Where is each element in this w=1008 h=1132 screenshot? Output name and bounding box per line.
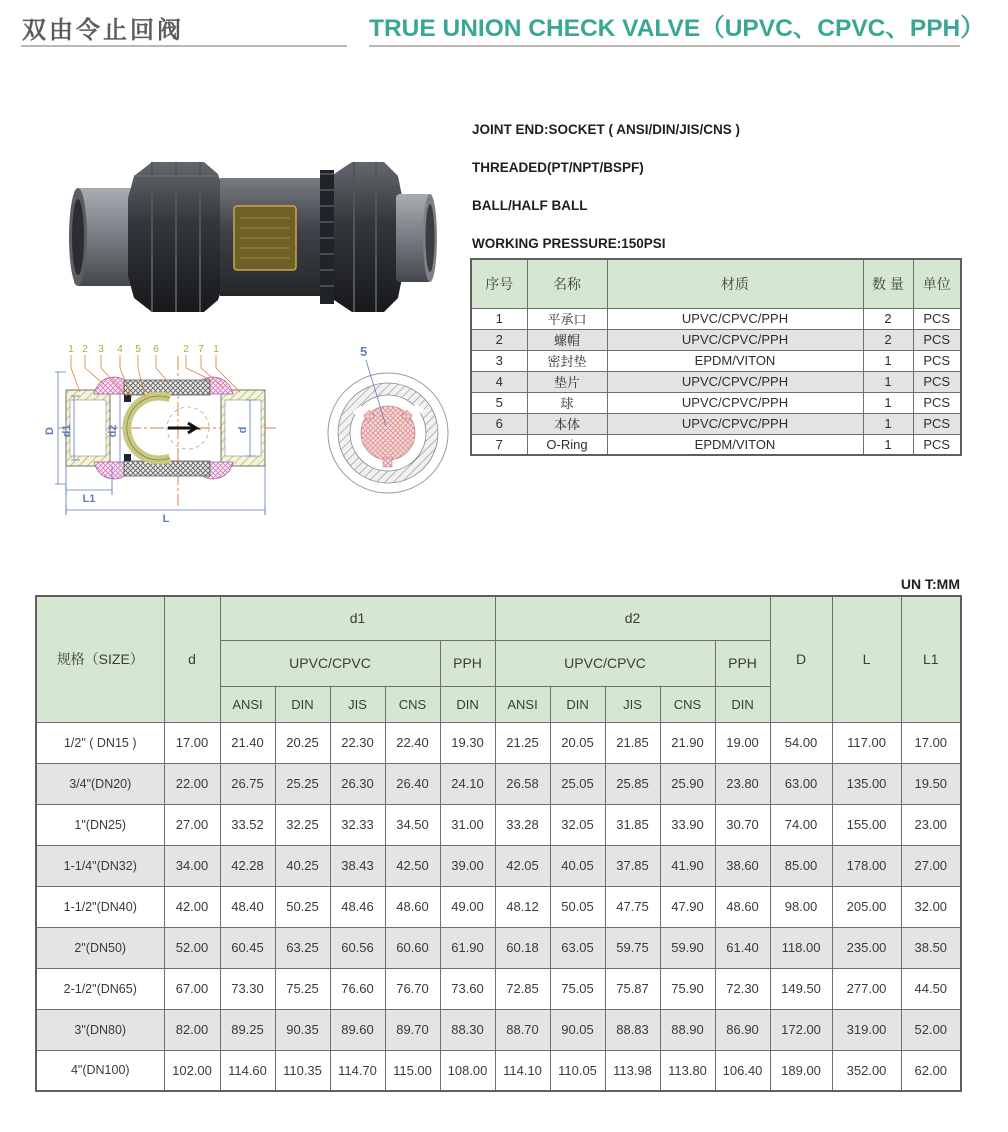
cell: 26.58 [495,763,550,804]
svg-text:4: 4 [117,344,123,355]
header-rule-right [369,45,960,47]
spec-working-pressure: WORKING PRESSURE:150PSI [472,236,666,251]
valve-body [220,178,326,296]
cell: 73.30 [220,968,275,1009]
cell: 1 [863,392,913,413]
cell: O-Ring [527,434,607,455]
cell: 34.50 [385,804,440,845]
table-row [36,968,961,1009]
svg-text:1: 1 [213,344,219,355]
cell: 25.90 [660,763,715,804]
cell: 31.85 [605,804,660,845]
cell: 44.50 [901,968,961,1009]
cell: 23.00 [901,804,961,845]
col-header-material: 材质 [607,259,863,308]
cell: 89.25 [220,1009,275,1050]
cell: 2 [863,329,913,350]
table-row [36,845,961,886]
col-header-unit: 单位 [913,259,961,308]
cell: 26.75 [220,763,275,804]
cell: 33.52 [220,804,275,845]
cell: 3"(DN80) [36,1009,164,1050]
cell: 63.05 [550,927,605,968]
cell: 25.05 [550,763,605,804]
cell: 26.40 [385,763,440,804]
cell: 21.85 [605,722,660,763]
cell: UPVC/CPVC/PPH [607,413,863,434]
cell: 3 [471,350,527,371]
svg-text:d: d [237,426,249,434]
cell: 32.25 [275,804,330,845]
cell: 2 [471,329,527,350]
cell: 34.00 [164,845,220,886]
cell: 39.00 [440,845,495,886]
spec-threaded: THREADED(PT/NPT/BSPF) [472,160,644,175]
cell: 178.00 [832,845,901,886]
dim-header-row-1 [36,596,961,640]
table-row [36,886,961,927]
cell: 319.00 [832,1009,901,1050]
cell: 89.60 [330,1009,385,1050]
table-row [471,329,961,350]
cell: 27.00 [901,845,961,886]
cell: 螺帽 [527,329,607,350]
table-row [471,413,961,434]
cell: 1 [863,434,913,455]
svg-text:L: L [162,513,170,525]
page-title-english: TRUE UNION CHECK VALVE（UPVC、CPVC、PPH） [369,15,985,42]
col-header-size: 规格（SIZE） [36,596,164,722]
cell: 54.00 [770,722,832,763]
col-header-din-pph-1: DIN [440,686,495,722]
cell: 60.45 [220,927,275,968]
svg-text:2: 2 [82,344,88,355]
spec-joint-end: JOINT END:SOCKET ( ANSI/DIN/JIS/CNS ) [472,122,741,137]
cell: 1-1/4"(DN32) [36,845,164,886]
valve-right-socket [396,194,437,282]
col-header-ansi-1: ANSI [220,686,275,722]
cell: 47.90 [660,886,715,927]
cell: 86.90 [715,1009,770,1050]
cell: 63.00 [770,763,832,804]
cell: 48.60 [715,886,770,927]
cell: 1 [863,413,913,434]
cell: PCS [913,329,961,350]
col-header-d: d [164,596,220,722]
cell: 24.10 [440,763,495,804]
valve-right-union-nut [320,162,402,312]
cell: 17.00 [901,722,961,763]
cell: 40.25 [275,845,330,886]
header-rule-left [21,45,347,47]
cell: 2"(DN50) [36,927,164,968]
cell: 72.30 [715,968,770,1009]
cell: 40.05 [550,845,605,886]
cell: 21.40 [220,722,275,763]
cell: 88.70 [495,1009,550,1050]
cell: PCS [913,308,961,329]
table-row [471,350,961,371]
svg-text:L1: L1 [82,493,96,505]
cell: 32.33 [330,804,385,845]
cell: 48.60 [385,886,440,927]
cell: 1-1/2"(DN40) [36,886,164,927]
cell: 3/4"(DN20) [36,763,164,804]
table-row [471,308,961,329]
cell: 22.00 [164,763,220,804]
svg-text:6: 6 [153,344,159,355]
cell: UPVC/CPVC/PPH [607,392,863,413]
cell: 38.50 [901,927,961,968]
svg-text:1: 1 [68,344,74,355]
cell: EPDM/VITON [607,350,863,371]
cell: PCS [913,413,961,434]
part-callouts [68,344,219,355]
table-row [471,434,961,455]
product-photo [52,118,444,353]
table-row [36,722,961,763]
cell: 42.00 [164,886,220,927]
valve-left-union-nut [128,162,224,312]
cell: 108.00 [440,1050,495,1091]
cell: 117.00 [832,722,901,763]
cell: UPVC/CPVC/PPH [607,371,863,392]
cell: 本体 [527,413,607,434]
cell: 30.70 [715,804,770,845]
svg-text:3: 3 [98,344,104,355]
svg-text:5: 5 [135,344,141,355]
table-row [471,371,961,392]
cell: 32.05 [550,804,605,845]
col-header-pph-d2: PPH [715,640,770,686]
cell: 4"(DN100) [36,1050,164,1091]
cell: 平承口 [527,308,607,329]
cell: 1 [863,371,913,392]
cell: PCS [913,434,961,455]
col-header-din-pph-2: DIN [715,686,770,722]
svg-text:7: 7 [198,344,204,355]
section-view [44,344,276,525]
cell: 106.40 [715,1050,770,1091]
cell: 114.60 [220,1050,275,1091]
cell: 149.50 [770,968,832,1009]
col-header-upvc-cpvc-d2: UPVC/CPVC [495,640,715,686]
cell: 6 [471,413,527,434]
col-header-cns-1: CNS [385,686,440,722]
cell: 7 [471,434,527,455]
cell: 38.43 [330,845,385,886]
col-header-jis-2: JIS [605,686,660,722]
seal-top [124,395,131,402]
col-header-upvc-cpvc-d1: UPVC/CPVC [220,640,440,686]
cell: 32.00 [901,886,961,927]
cell: 20.25 [275,722,330,763]
cell: 75.25 [275,968,330,1009]
cell: 33.90 [660,804,715,845]
cell: 76.70 [385,968,440,1009]
cell: 135.00 [832,763,901,804]
cell: 88.90 [660,1009,715,1050]
table-row [36,804,961,845]
cell: 1"(DN25) [36,804,164,845]
cell: 277.00 [832,968,901,1009]
cell: 60.60 [385,927,440,968]
cell: 37.85 [605,845,660,886]
cell: 73.60 [440,968,495,1009]
cell: 113.80 [660,1050,715,1091]
cell: 47.75 [605,886,660,927]
cell: 48.12 [495,886,550,927]
cell: UPVC/CPVC/PPH [607,308,863,329]
cell: 75.87 [605,968,660,1009]
cell: 113.98 [605,1050,660,1091]
col-header-D: D [770,596,832,722]
cell: 62.00 [901,1050,961,1091]
col-header-L1: L1 [901,596,961,722]
cell: 25.85 [605,763,660,804]
cell: 352.00 [832,1050,901,1091]
col-header-din-1: DIN [275,686,330,722]
col-header-ansi-2: ANSI [495,686,550,722]
cell: 41.90 [660,845,715,886]
cell: 19.00 [715,722,770,763]
cell: 42.05 [495,845,550,886]
cell: 102.00 [164,1050,220,1091]
cell: 19.50 [901,763,961,804]
cell: 42.28 [220,845,275,886]
cell: 5 [471,392,527,413]
cell: 72.85 [495,968,550,1009]
end-view-callout: 5 [360,344,368,359]
cell: 172.00 [770,1009,832,1050]
cell: 21.90 [660,722,715,763]
cell: 52.00 [901,1009,961,1050]
cell: 2-1/2"(DN65) [36,968,164,1009]
cell: 114.10 [495,1050,550,1091]
cell: 50.05 [550,886,605,927]
cell: 90.35 [275,1009,330,1050]
table-row [36,927,961,968]
cell: 19.30 [440,722,495,763]
cell: 74.00 [770,804,832,845]
cell: 球 [527,392,607,413]
cell: 1/2" ( DN15 ) [36,722,164,763]
cell: 52.00 [164,927,220,968]
cell: EPDM/VITON [607,434,863,455]
cell: 42.50 [385,845,440,886]
col-header-cns-2: CNS [660,686,715,722]
svg-text:D: D [44,427,56,435]
dimension-table [35,595,962,1092]
cell: 235.00 [832,927,901,968]
col-header-pph-d1: PPH [440,640,495,686]
cell: 31.00 [440,804,495,845]
cell: 155.00 [832,804,901,845]
cell: 48.46 [330,886,385,927]
col-header-index: 序号 [471,259,527,308]
cell: 48.40 [220,886,275,927]
cell: 67.00 [164,968,220,1009]
cell: 118.00 [770,927,832,968]
cell: 76.60 [330,968,385,1009]
seal-bottom [124,454,131,461]
flow-arrow [168,423,196,433]
cell: 110.05 [550,1050,605,1091]
cell: PCS [913,392,961,413]
parts-table-header-row [471,259,961,308]
table-row [36,763,961,804]
cell: 50.25 [275,886,330,927]
cell: 61.40 [715,927,770,968]
cell: 27.00 [164,804,220,845]
svg-text:2: 2 [183,344,189,355]
spec-ball: BALL/HALF BALL [472,198,588,213]
cell: 63.25 [275,927,330,968]
cell: 2 [863,308,913,329]
cell: 88.83 [605,1009,660,1050]
cell: 189.00 [770,1050,832,1091]
cell: 20.05 [550,722,605,763]
cell: 17.00 [164,722,220,763]
col-header-din-2: DIN [550,686,605,722]
col-header-d1: d1 [220,596,495,640]
cell: 25.25 [275,763,330,804]
cell: 89.70 [385,1009,440,1050]
cell: 60.56 [330,927,385,968]
col-header-name: 名称 [527,259,607,308]
cell: 90.05 [550,1009,605,1050]
cell: 98.00 [770,886,832,927]
end-view [328,344,448,493]
table-row [36,1050,961,1091]
cell: UPVC/CPVC/PPH [607,329,863,350]
col-header-jis-1: JIS [330,686,385,722]
cell: 115.00 [385,1050,440,1091]
cell: 1 [471,308,527,329]
cell: 110.35 [275,1050,330,1091]
cell: 60.18 [495,927,550,968]
table-row [36,1009,961,1050]
col-header-qty: 数 量 [863,259,913,308]
table-row [471,392,961,413]
cell: 61.90 [440,927,495,968]
cell: 22.30 [330,722,385,763]
col-header-L: L [832,596,901,722]
cell: 82.00 [164,1009,220,1050]
unit-note: UN T:MM [900,576,960,592]
cell: 33.28 [495,804,550,845]
cell: 密封垫 [527,350,607,371]
spec-list [472,120,952,272]
cell: PCS [913,371,961,392]
cell: 23.80 [715,763,770,804]
cell: 75.90 [660,968,715,1009]
page-title-chinese: 双由令止回阀 [22,17,184,44]
cell: 垫片 [527,371,607,392]
cell: 88.30 [440,1009,495,1050]
cell: 85.00 [770,845,832,886]
cell: 22.40 [385,722,440,763]
cell: 26.30 [330,763,385,804]
col-header-d2: d2 [495,596,770,640]
technical-drawing [28,338,483,538]
cell: 1 [863,350,913,371]
cell: 4 [471,371,527,392]
cell: 75.05 [550,968,605,1009]
cell: 114.70 [330,1050,385,1091]
cell: 49.00 [440,886,495,927]
cell: 59.75 [605,927,660,968]
svg-text:d2: d2 [107,424,119,438]
cell: 38.60 [715,845,770,886]
cell: PCS [913,350,961,371]
cell: 205.00 [832,886,901,927]
cell: 21.25 [495,722,550,763]
svg-text:d1: d1 [61,424,73,438]
parts-table [470,258,962,456]
cell: 59.90 [660,927,715,968]
